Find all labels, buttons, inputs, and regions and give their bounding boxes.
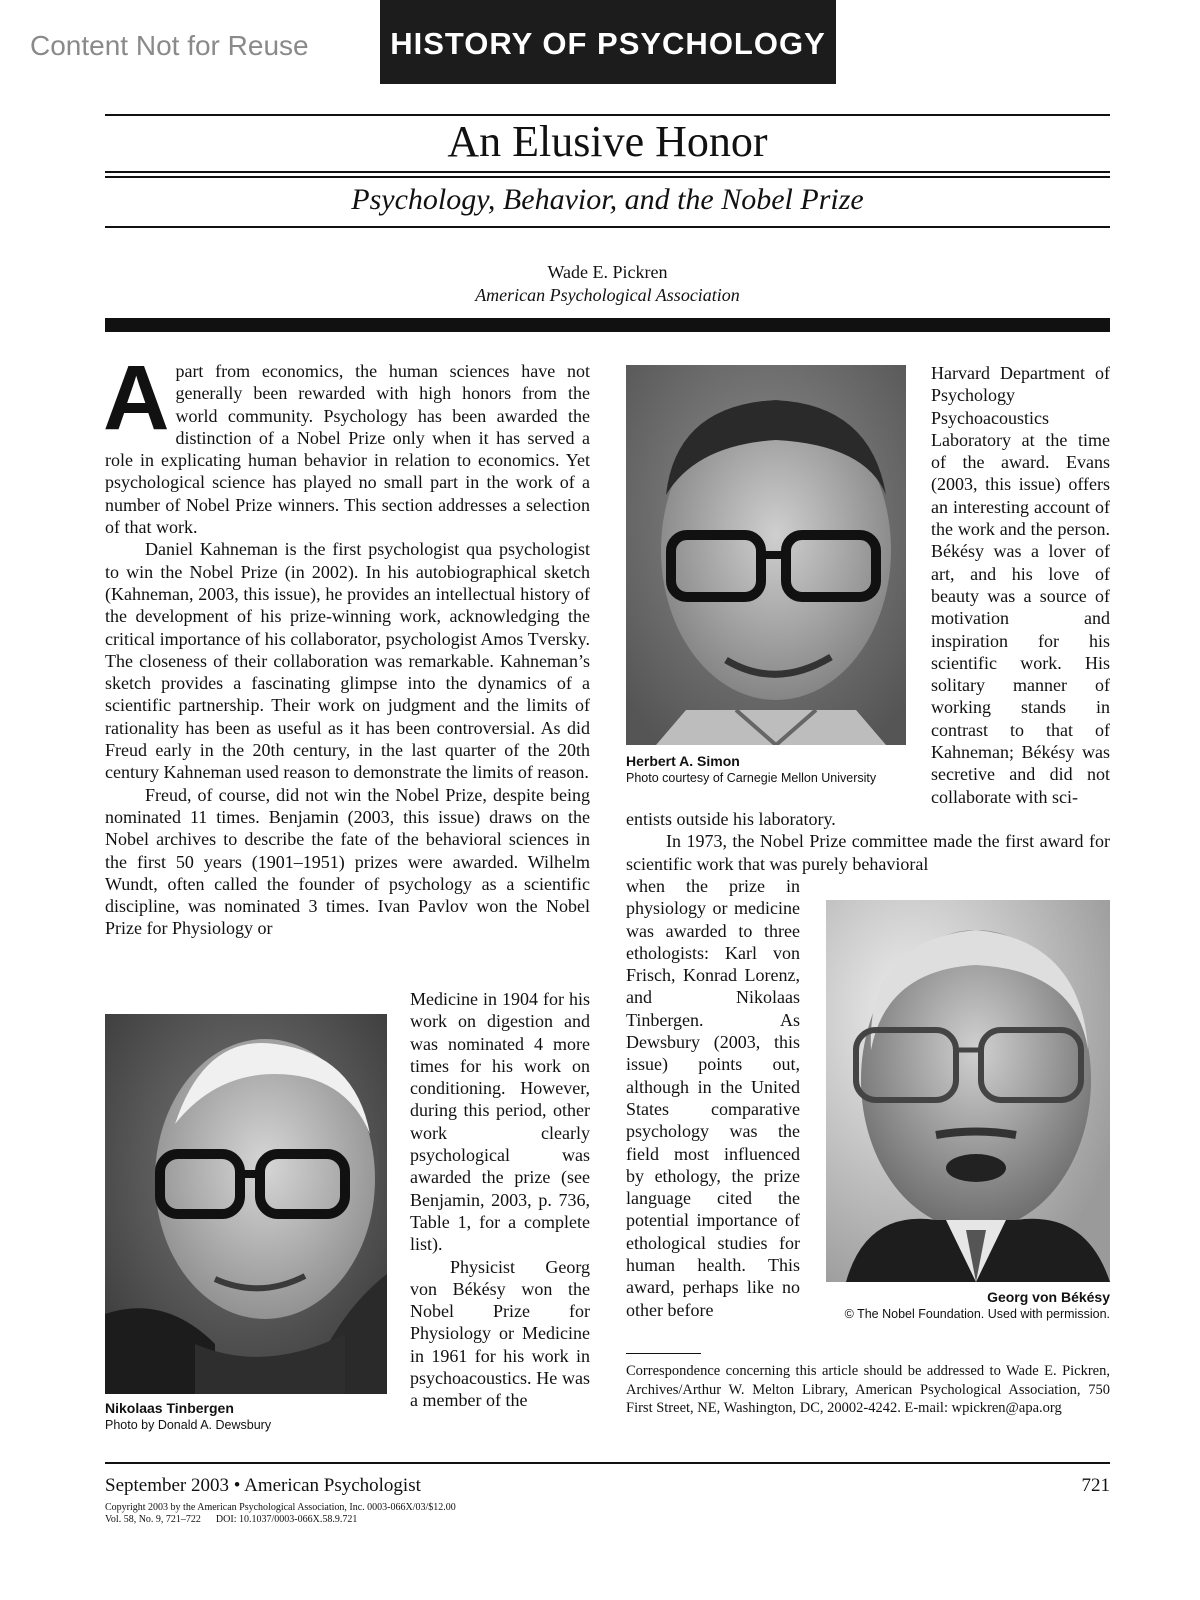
article-title: An Elusive Honor	[447, 117, 768, 166]
article-subtitle: Psychology, Behavior, and the Nobel Prize	[351, 183, 864, 216]
bekesy-caption-name: Georg von Békésy	[987, 1289, 1110, 1305]
tinbergen-caption-credit: Photo by Donald A. Dewsbury	[105, 1418, 272, 1432]
left-column-narrow	[410, 988, 590, 1412]
paragraph-3: Freud, of course, did not win the Nobel Prize, despite being nominated 11 times. Benjamin (2003, this issue) draws on the Nobel archives to describe the fate of the behavioral sciences in the first 50 years (1901–1951) prizes were awarded. Wilhelm Wundt, often called the founder of psychology as a scientific discipline, was nominated 3 times. Ivan Pavlov won the Nobel Prize for Physiology or	[105, 784, 590, 939]
title-rule-2	[105, 176, 1110, 178]
paragraph-2: Daniel Kahneman is the first psychologist qua psychologist to win the Nobel Prize (in 2002). In his autobiographical sketch (Kahneman, 2003, this issue), he provides an intellectual history of the development of his prize-winning work, acknowledging the critical importance of his collaborator, psychologist Amos Tversky. The closeness of their collaboration was remarkable. Kahneman’s sketch provides a fascinating glimpse into the dynamics of a scientific partnership. Their work on judgment and the limits of rationality has been as useful as it has been controversial. As did Freud early in the 20th century, in the last quarter of the 20th century Kahneman used reason to demonstrate the limits of reason.	[105, 539, 590, 783]
footnote-rule	[626, 1353, 701, 1354]
right-column-narrow-bottom	[626, 875, 800, 1321]
simon-caption-name: Herbert A. Simon	[626, 753, 740, 769]
paragraph-4: Physicist Georg von Békésy won the Nobel Prize for Physiology or Medicine in 1961 for his work in psychoacoustics. He was a member of the	[410, 1256, 590, 1411]
paragraph-1: Apart from economics, the human sciences have not generally been rewarded with high honors from the world community. Psychology has been awarded the distinction of a Nobel Prize only when it has served a role in explicating human behavior in relation to economics. Yet psychological science has played no small part in the work of a number of Nobel Prize winners. This section addresses a selection of that work.	[103, 347, 590, 538]
simon-caption-credit: Photo courtesy of Carnegie Mellon University	[626, 771, 877, 785]
simon-photo	[626, 365, 906, 745]
subtitle-rule	[105, 226, 1110, 228]
paragraph-5: In 1973, the Nobel Prize committee made the first award for scientific work that was purely behavioral	[626, 831, 1110, 874]
volume-doi-line: Vol. 58, No. 9, 721–722 DOI: 10.1037/0003-066X.58.9.721	[105, 1514, 358, 1525]
paragraph-4-end: entists outside his laboratory.	[626, 809, 836, 829]
left-column-top	[103, 347, 590, 940]
right-column-narrow-top	[931, 362, 1110, 808]
author-name: Wade E. Pickren	[547, 262, 668, 282]
correspondence-footnote: Correspondence concerning this article should be addressed to Wade E. Pickren, Archives/Arthur W. Melton Library, American Psychological Association, 750 First Street, NE, Washington, DC, 20002-4242. E-mail: wpickren@apa.org	[626, 1363, 1110, 1416]
copyright-line: Copyright 2003 by the American Psychological Association, Inc. 0003-066X/03/$12.00	[105, 1502, 456, 1513]
paragraph-4-continued: Harvard Department of Psychology Psychoacoustics Laboratory at the time of the award. Evans (2003, this issue) offers an interesting account of the work and the person. Békésy was a lover of art, and his love of beauty was a source of motivation and inspiration for his scientific work. His solitary manner of working stands in contrast to that of Kahneman; Békésy was secretive and did not collaborate with sci-	[931, 363, 1110, 807]
watermark: Content Not for Reuse	[30, 30, 309, 61]
paragraph-3-continued: Medicine in 1904 for his work on digestion and was nominated 4 more times for his work on conditioning. However, during this period, other work clearly psychological was awarded the prize (see Benjamin, 2003, p. 736, Table 1, for a complete list).	[410, 989, 590, 1255]
paragraph-5-continued: when the prize in physiology or medicine was awarded to three ethologists: Karl von Frisch, Konrad Lorenz, and Nikolaas Tinbergen. As Dewsbury (2003, this issue) points out, although in the United States comparative psychology was the field most influenced by ethology, the prize language cited the potential importance of ethological studies for human health. This award, perhaps like no other before	[626, 876, 800, 1320]
author-affiliation: American Psychological Association	[475, 285, 740, 305]
title-rule-1	[105, 171, 1110, 173]
copyright-notice	[105, 1502, 456, 1526]
tinbergen-photo	[105, 1014, 387, 1394]
section-banner: HISTORY OF PSYCHOLOGY	[380, 0, 836, 84]
page-number: 721	[1081, 1475, 1110, 1496]
footer-journal: September 2003 • American Psychologist	[105, 1475, 421, 1496]
tinbergen-caption-name: Nikolaas Tinbergen	[105, 1400, 234, 1416]
bekesy-photo	[826, 900, 1110, 1282]
bekesy-caption-credit: © The Nobel Foundation. Used with permission.	[844, 1307, 1110, 1321]
heavy-rule	[105, 318, 1110, 332]
drop-cap: A	[103, 347, 170, 449]
right-column-full	[626, 808, 1110, 875]
footer-rule	[105, 1462, 1110, 1464]
